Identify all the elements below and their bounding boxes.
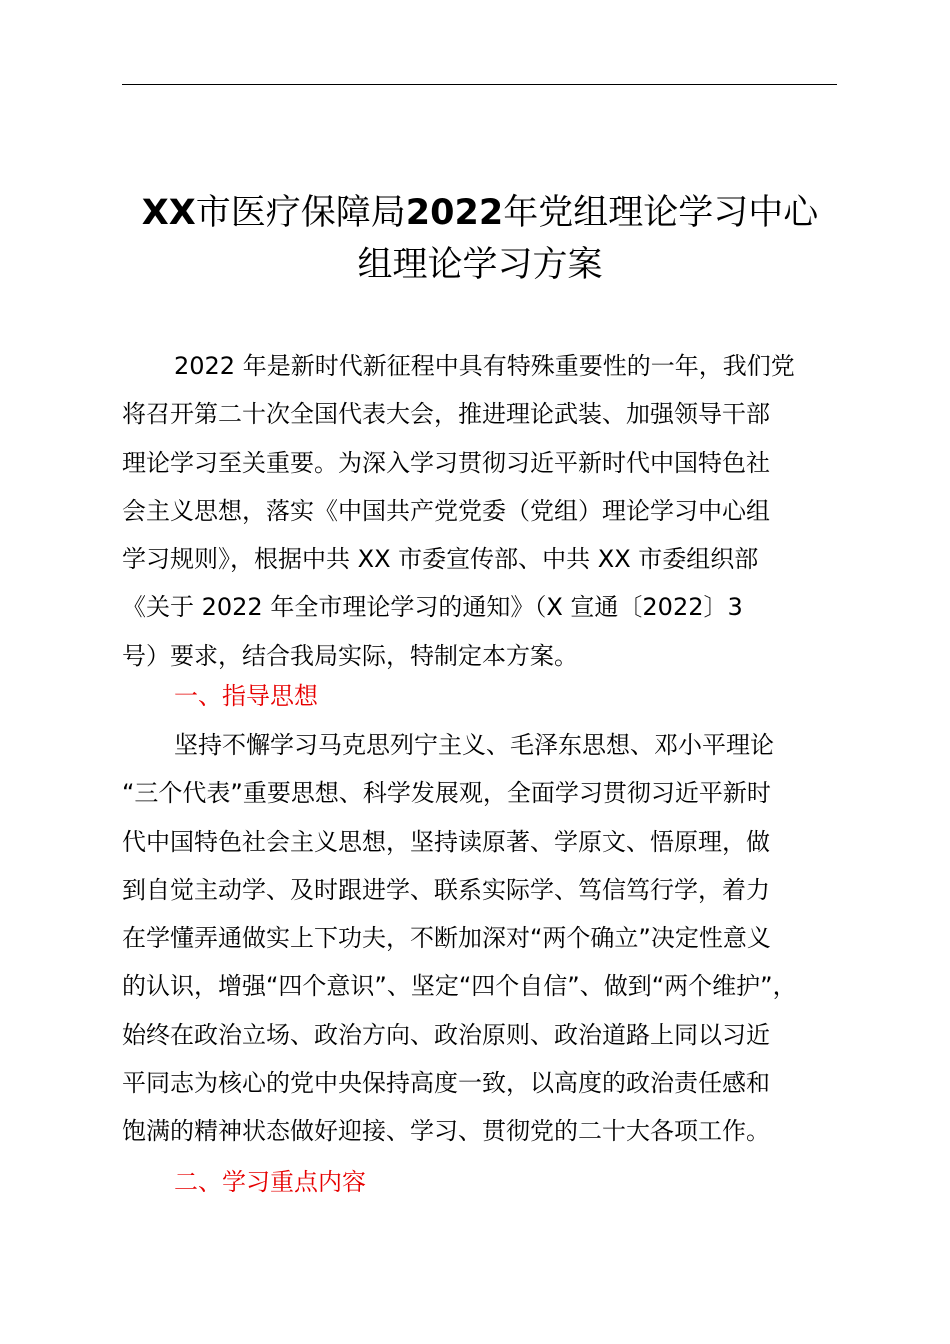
paragraph-line: 在学懂弄通做实上下功夫，不断加深对“两个确立”决定性意义 <box>122 924 771 953</box>
paragraph-line: 坚持不懈学习马克思列宁主义、毛泽东思想、邓小平理论 <box>174 731 774 759</box>
paragraph-line: 代中国特色社会主义思想，坚持读原著、学原文、悟原理，做 <box>122 827 770 856</box>
paragraph-line: 的认识，增强“四个意识”、坚定“四个自信”、做到“两个维护”， <box>122 972 797 1001</box>
paragraph-line: “三个代表”重要思想、科学发展观，全面学习贯彻习近平新时 <box>122 779 771 808</box>
section-heading-key-content: 二、学习重点内容 <box>174 1168 366 1196</box>
title-line-1 <box>110 187 850 239</box>
paragraph-line: 2022 年是新时代新征程中具有特殊重要性的一年，我们党 <box>174 352 795 380</box>
paragraph-line: 将召开第二十次全国代表大会，推进理论武装、加强领导干部 <box>122 400 770 429</box>
guiding-ideology-paragraph <box>122 721 838 1156</box>
paragraph-line: 理论学习至关重要。为深入学习贯彻习近平新时代中国特色社 <box>122 448 770 477</box>
title-prefix: XX <box>141 193 196 233</box>
paragraph-line: 平同志为核心的党中央保持高度一致，以高度的政治责任感和 <box>122 1069 770 1098</box>
paragraph-line: 会主义思想，落实《中国共产党党委（党组）理论学习中心组 <box>122 496 770 525</box>
paragraph-line: 号）要求，结合我局实际，特制定本方案。 <box>122 641 578 670</box>
header-rule <box>122 84 837 85</box>
paragraph-line: 始终在政治立场、政治方向、政治原则、政治道路上同以习近 <box>122 1020 770 1049</box>
paragraph-line: 饱满的精神状态做好迎接、学习、贯彻党的二十大各项工作。 <box>122 1117 770 1146</box>
section-heading-guiding-ideology: 一、指导思想 <box>174 682 318 710</box>
title-suffix: 年党组理论学习中心 <box>503 193 819 233</box>
paragraph-line: 《关于 2022 年全市理论学习的通知》（X 宣通〔2022〕3 <box>122 593 743 622</box>
intro-paragraph <box>122 342 838 680</box>
paragraph-line: 学习规则》，根据中共 XX 市委宣传部、中共 XX 市委组织部 <box>122 545 759 574</box>
title-year: 2022 <box>405 193 504 233</box>
title-middle: 市医疗保障局 <box>195 193 406 233</box>
document-title <box>110 187 850 291</box>
title-line-2: 组理论学习方案 <box>357 245 603 285</box>
paragraph-line: 到自觉主动学、及时跟进学、联系实际学、笃信笃行学，着力 <box>122 875 770 904</box>
